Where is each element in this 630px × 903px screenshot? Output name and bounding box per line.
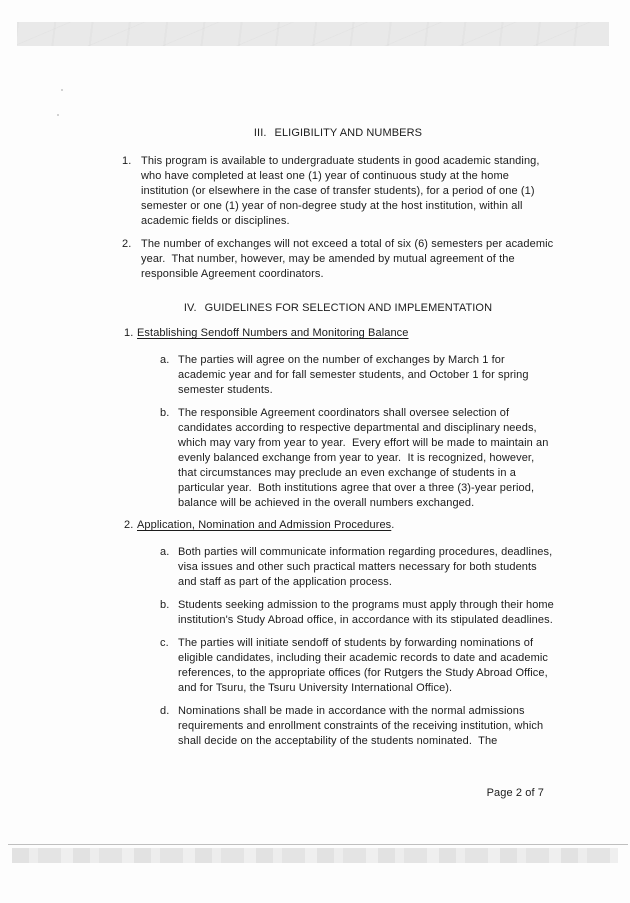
item-text: The parties will initiate sendoff of students by forwarding nominations of eligible candidates, including their academic records to date and academic references, to the appropriate offices (for Rutgers the Study Abroad Office, and for Tsuru, the Tsuru University International Office). [178,637,552,694]
subsection-number: 1. [124,327,134,339]
item-number: 2. [122,238,132,250]
page-number: Page 2 of 7 [486,787,544,799]
item-letter: a. [160,354,170,366]
item-text: Students seeking admission to the programs must apply through their home institution's Study Abroad office, in accordance with its stipulated deadlines. [178,599,558,626]
scan-speck [61,89,63,91]
item-text: The number of exchanges will not exceed a total of six (6) semesters per academic year. That number, however, may be amended by mutual agreement of the responsible Agreement coordinators. [141,238,557,280]
lettered-item [160,704,554,749]
item-number: 1. [122,155,132,167]
item-letter: d. [160,705,170,717]
subsection-heading [124,518,554,533]
item-letter: a. [160,546,170,558]
item-letter: c. [160,637,169,649]
section-3-title: ELIGIBILITY AND NUMBERS [274,127,423,139]
numbered-item [122,154,554,229]
lettered-item [160,636,554,696]
item-text: The parties will agree on the number of exchanges by March 1 for academic year and for fall semester students, and October 1 for spring semester students. [178,354,532,396]
scan-speck [57,114,59,116]
item-letter: b. [160,407,170,419]
item-text: The responsible Agreement coordinators shall oversee selection of candidates according to respective departmental and disciplinary needs, which may vary from year to year. Every effort will be made to maintain an evenly balanced exchange from year to year. It is recognized, however, that circumstances may preclude an even exchange of students in a particular year. Both institutions agree that over a three (3)-year period, balance will be achieved in the overall numbers exchanged. [178,407,552,509]
section-4-number: IV. [183,302,197,314]
scan-line-bottom [8,844,628,845]
section-3-heading [122,126,554,141]
numbered-item [122,237,557,282]
scan-artifact-top-band [17,22,609,46]
item-text: Nominations shall be made in accordance with the normal admissions requirements and enrollment constraints of the receiving institution, which shall decide on the acceptability of the students nominated. The [178,705,547,747]
item-letter: b. [160,599,170,611]
subsection-heading-text: Establishing Sendoff Numbers and Monitoring Balance [137,327,409,339]
subsection-number: 2. [124,519,134,531]
lettered-item [160,598,558,628]
scan-artifact-bottom-band [12,848,618,863]
section-3-number: III. [253,127,267,139]
lettered-item [160,353,554,398]
lettered-item [160,406,554,511]
subsection-heading [124,326,554,341]
lettered-item [160,545,554,590]
item-text: This program is available to undergraduate students in good academic standing, who have completed at least one (1) year of continuous study at the home institution (or elsewhere in the case of transfer students), for a period of one (1) semester or one (1) year of non-degree study at the host institution, within all academic fields or disciplines. [141,155,543,227]
section-4-title: GUIDELINES FOR SELECTION AND IMPLEMENTATION [204,302,493,314]
document-content [122,120,558,749]
subsection-heading-text: Application, Nomination and Admission Procedures. [137,519,395,531]
section-4-heading [122,301,554,316]
item-text: Both parties will communicate information regarding procedures, deadlines, visa issues and other such practical matters necessary for both students and staff as part of the application process. [178,546,556,588]
